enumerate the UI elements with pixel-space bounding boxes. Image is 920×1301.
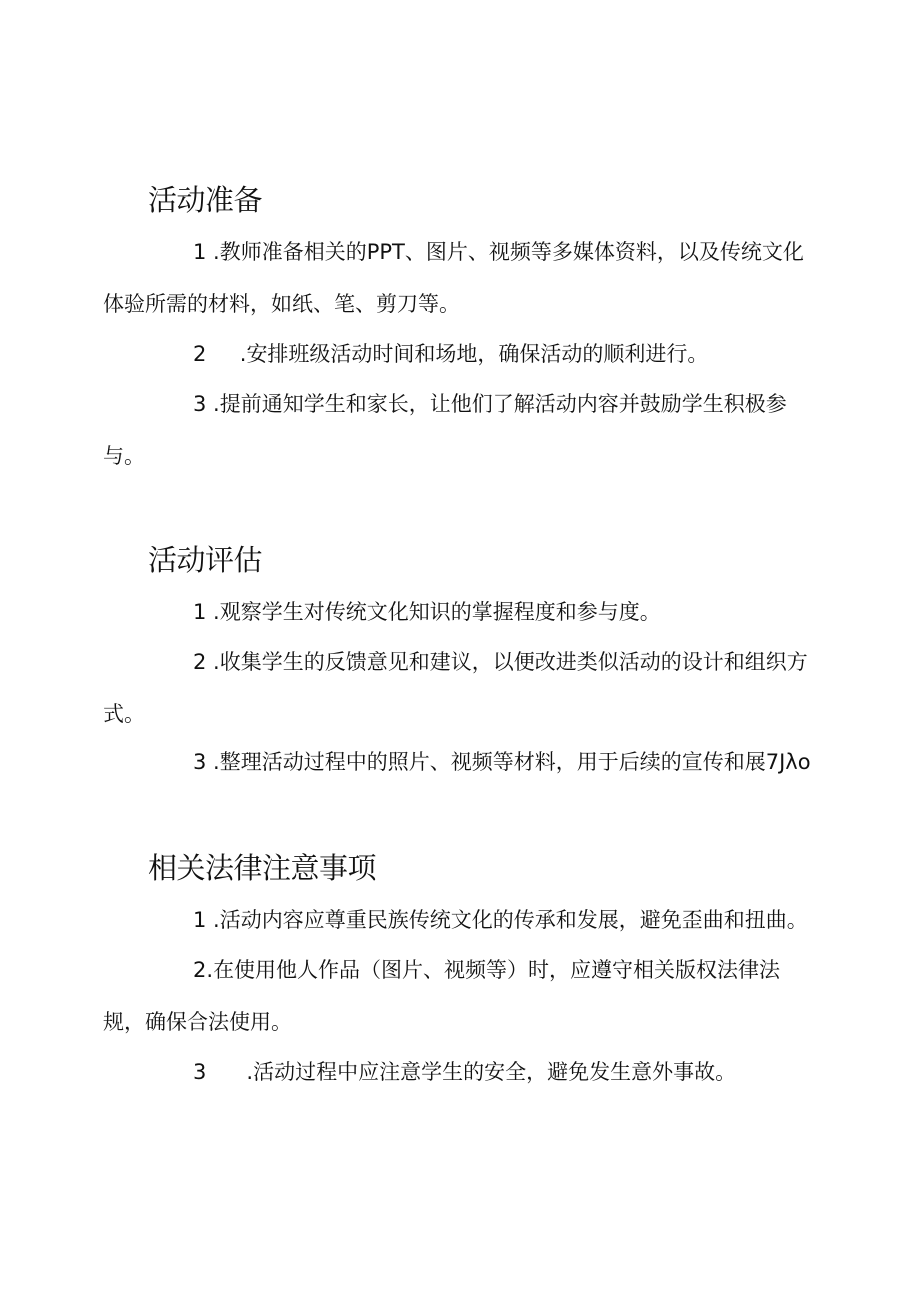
item-number: 1 (193, 600, 207, 624)
item-separator: . (206, 908, 220, 932)
list-item (103, 1046, 818, 1098)
list-item (103, 894, 818, 946)
item-text: 整理活动过程中的照片、视频等材料，用于后续的宣传和展7Jλo (219, 750, 811, 774)
item-separator: . (206, 392, 220, 416)
item-number: 2 (193, 958, 207, 982)
item-separator: . (206, 1060, 254, 1084)
list-item (103, 736, 818, 788)
section-title-legal: 相关法律注意事项 (148, 851, 377, 885)
item-number: 1 (193, 240, 207, 264)
item-text: 观察学生对传统文化知识的掌握程度和参与度。 (219, 600, 661, 624)
item-number: 3 (193, 392, 207, 416)
item-separator: . (206, 342, 247, 366)
item-text: 教师准备相关的PPT、图片、视频等多媒体资料，以及传统文化体验所需的材料，如纸、笔、剪刀等。 (103, 240, 804, 316)
list-item (103, 378, 818, 482)
item-text: 活动内容应尊重民族传统文化的传承和发展，避免歪曲和扭曲。 (219, 908, 808, 932)
item-text: 安排班级活动时间和场地，确保活动的顺利进行。 (246, 342, 709, 366)
item-text: 提前通知学生和家长，让他们了解活动内容并鼓励学生积极参与。 (103, 392, 787, 468)
item-number: 3 (193, 1060, 207, 1084)
item-number: 2 (193, 650, 207, 674)
list-item (103, 944, 818, 1048)
item-number: 2 (193, 342, 207, 366)
list-item (103, 226, 818, 330)
item-separator: . (206, 650, 220, 674)
item-text: 在使用他人作品（图片、视频等）时，应遵守相关版权法律法规，确保合法使用。 (103, 958, 781, 1034)
item-separator: . (206, 750, 220, 774)
section-title-evaluation: 活动评估 (148, 543, 263, 577)
item-text: 收集学生的反馈意见和建议，以便改进类似活动的设计和组织方式。 (103, 650, 808, 726)
list-item (103, 636, 818, 740)
list-item (103, 328, 818, 380)
item-number: 3 (193, 750, 207, 774)
item-separator: . (206, 958, 214, 982)
item-text: 活动过程中应注意学生的安全，避免发生意外事故。 (253, 1060, 737, 1084)
item-separator: . (206, 240, 220, 264)
item-number: 1 (193, 908, 207, 932)
list-item (103, 586, 818, 638)
section-title-preparation: 活动准备 (148, 183, 263, 217)
item-separator: . (206, 600, 220, 624)
